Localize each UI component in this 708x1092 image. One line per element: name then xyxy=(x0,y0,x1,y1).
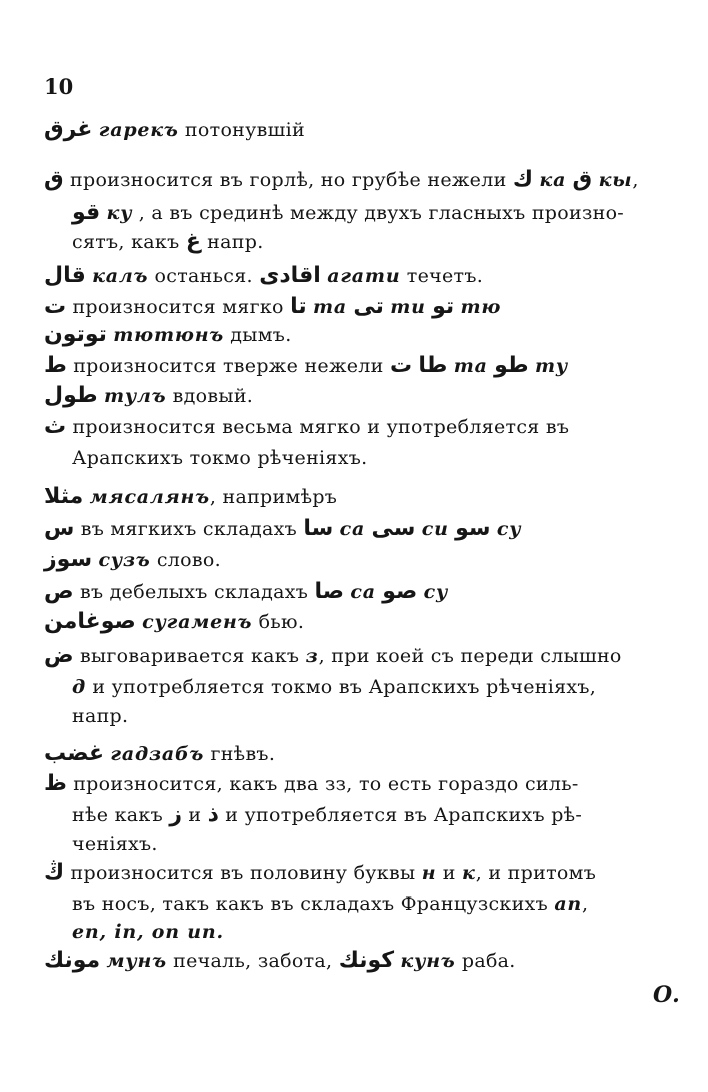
arabic-word: صو xyxy=(382,579,418,604)
arabic-word: ز xyxy=(169,802,182,827)
text-segment: останься. xyxy=(148,265,260,287)
transliteration: мясалянъ xyxy=(89,486,210,508)
text-segment: нѣе какъ xyxy=(72,804,170,826)
arabic-word: طول xyxy=(44,383,98,408)
text-segment: сятъ, какъ xyxy=(72,231,186,253)
transliteration: агати xyxy=(327,265,401,287)
text-segment: бью. xyxy=(252,611,305,633)
text-segment: въ носъ, такъ какъ въ складахъ Французскихъ xyxy=(72,893,555,915)
arabic-word: ك xyxy=(512,167,534,192)
arabic-word: ق xyxy=(44,167,64,192)
text-line xyxy=(44,608,684,636)
text-line xyxy=(44,321,684,349)
arabic-word: سى xyxy=(371,516,416,541)
transliteration: су xyxy=(496,518,522,540)
arabic-word: س xyxy=(44,516,75,541)
text-line xyxy=(72,801,684,829)
transliteration: ти xyxy=(390,296,426,318)
transliteration: д xyxy=(72,676,87,698)
transliteration: кы xyxy=(598,169,633,191)
text-line xyxy=(44,578,684,606)
text-segment: произносится, какъ два зз, то есть гораздо силь- xyxy=(66,773,579,795)
text-segment: ченіяхъ. xyxy=(72,833,158,855)
arabic-word: ق xyxy=(572,167,593,192)
arabic-word: تو xyxy=(432,294,455,319)
text-line xyxy=(44,166,684,194)
arabic-word: غ xyxy=(185,229,201,254)
transliteration: са xyxy=(350,581,376,603)
text-segment: , и притомъ xyxy=(475,862,597,884)
text-segment: произносится въ горлѣ, но грубѣе нежели xyxy=(63,169,513,191)
arabic-word: سوز xyxy=(44,547,93,572)
arabic-word: ظ xyxy=(44,771,67,796)
transliteration: тулъ xyxy=(103,385,167,407)
text-segment: течетъ. xyxy=(400,265,484,287)
arabic-word: تا xyxy=(290,294,307,319)
transliteration: су xyxy=(423,581,449,603)
transliteration: an xyxy=(554,893,583,915)
text-line xyxy=(44,116,684,144)
transliteration: тю xyxy=(460,296,502,318)
transliteration: та xyxy=(312,296,347,318)
text-segment: раба. xyxy=(455,950,516,972)
text-line xyxy=(72,918,684,946)
text-line xyxy=(72,702,684,730)
text-segment: , xyxy=(632,169,639,191)
arabic-word: سا xyxy=(303,516,334,541)
text-segment: вдовый. xyxy=(166,385,254,407)
text-segment: выговаривается какъ xyxy=(73,645,306,667)
text-segment: и употребляется въ Арапскихъ рѣ- xyxy=(218,804,583,826)
transliteration: сузъ xyxy=(98,549,151,571)
text-segment: печаль, забота, xyxy=(166,950,339,972)
text-segment: и xyxy=(181,804,208,826)
text-line xyxy=(72,890,684,918)
arabic-word: غضب xyxy=(44,741,104,766)
arabic-word: ذ xyxy=(207,802,219,827)
transliteration: та xyxy=(453,355,488,377)
transliteration: сугаменъ xyxy=(142,611,253,633)
transliteration: гарекъ xyxy=(98,119,179,141)
text-segment: , xyxy=(582,893,589,915)
text-line xyxy=(44,293,684,321)
text-segment: и xyxy=(436,862,463,884)
arabic-word: مونك xyxy=(44,948,101,973)
text-line xyxy=(44,859,684,887)
text-segment: , а въ срединѣ между двухъ гласныхъ произно- xyxy=(132,202,625,224)
transliteration: са xyxy=(339,518,366,540)
text-segment: въ дебелыхъ складахъ xyxy=(73,581,315,603)
arabic-word: اقادى xyxy=(259,263,321,288)
text-line xyxy=(72,228,684,256)
text-line xyxy=(44,546,684,574)
text-segment: , напримѣръ xyxy=(209,486,338,508)
text-line xyxy=(72,444,684,472)
text-segment: произносится мягко xyxy=(66,296,291,318)
text-segment: , при коей съ переди слышно xyxy=(318,645,622,667)
arabic-word: ض xyxy=(44,643,74,668)
text-segment: потонувшій xyxy=(178,119,305,141)
text-line xyxy=(44,262,684,290)
arabic-word: قو xyxy=(72,200,101,225)
text-line xyxy=(44,413,684,441)
transliteration: ту xyxy=(534,355,569,377)
arabic-word: توتون xyxy=(44,322,107,347)
text-line xyxy=(44,947,684,975)
text-line xyxy=(72,830,684,858)
text-segment: дымъ. xyxy=(223,324,292,346)
arabic-word: سو xyxy=(455,516,491,541)
signature-mark: О. xyxy=(653,982,680,1008)
transliteration: en, in, on un. xyxy=(72,921,224,943)
transliteration: к xyxy=(462,862,476,884)
transliteration: калъ xyxy=(92,265,149,287)
text-segment: въ мягкихъ складахъ xyxy=(74,518,304,540)
page-number: 10 xyxy=(44,74,74,99)
text-line xyxy=(44,352,684,380)
arabic-word: ڭ xyxy=(44,860,65,885)
transliteration: ку xyxy=(106,202,133,224)
transliteration: ка xyxy=(539,169,567,191)
arabic-word: مثلا xyxy=(44,484,84,509)
arabic-word: ص xyxy=(44,579,74,604)
text-line xyxy=(72,199,684,227)
text-segment: напр. xyxy=(200,231,264,253)
arabic-word: قال xyxy=(44,263,86,288)
transliteration: си xyxy=(421,518,449,540)
text-line xyxy=(44,740,684,768)
transliteration: н xyxy=(421,862,437,884)
text-segment: Арапскихъ токмо рѣченіяхъ. xyxy=(72,447,368,469)
arabic-word: ط xyxy=(44,353,67,378)
arabic-word: طو xyxy=(494,353,529,378)
arabic-word: ت xyxy=(44,294,67,319)
text-segment: слово. xyxy=(150,549,221,571)
text-line xyxy=(44,642,684,670)
arabic-word: كونك xyxy=(338,948,395,973)
text-segment: произносится тверже нежели xyxy=(66,355,390,377)
arabic-word: غرق xyxy=(44,117,93,142)
text-line xyxy=(72,673,684,701)
arabic-word: صوغامن xyxy=(44,609,136,634)
arabic-word: صا xyxy=(314,579,345,604)
transliteration: тютюнъ xyxy=(113,324,224,346)
transliteration: мунъ xyxy=(106,950,167,972)
text-segment: произносится весьма мягко и употребляется въ xyxy=(66,416,570,438)
arabic-word: ت xyxy=(389,353,413,378)
transliteration: гадзабъ xyxy=(110,743,205,765)
text-line xyxy=(44,770,684,798)
transliteration: з xyxy=(305,645,319,667)
arabic-word: ث xyxy=(44,414,67,439)
text-segment: произносится въ половину буквы xyxy=(64,862,422,884)
arabic-word: طا xyxy=(418,353,448,378)
arabic-word: تى xyxy=(353,294,384,319)
text-line xyxy=(44,515,684,543)
text-segment: напр. xyxy=(72,705,129,727)
text-line xyxy=(44,382,684,410)
transliteration: кунъ xyxy=(400,950,456,972)
text-segment: гнѣвъ. xyxy=(204,743,276,765)
text-line xyxy=(44,483,684,511)
text-segment: и употребляется токмо въ Арапскихъ рѣченіяхъ, xyxy=(86,676,597,698)
